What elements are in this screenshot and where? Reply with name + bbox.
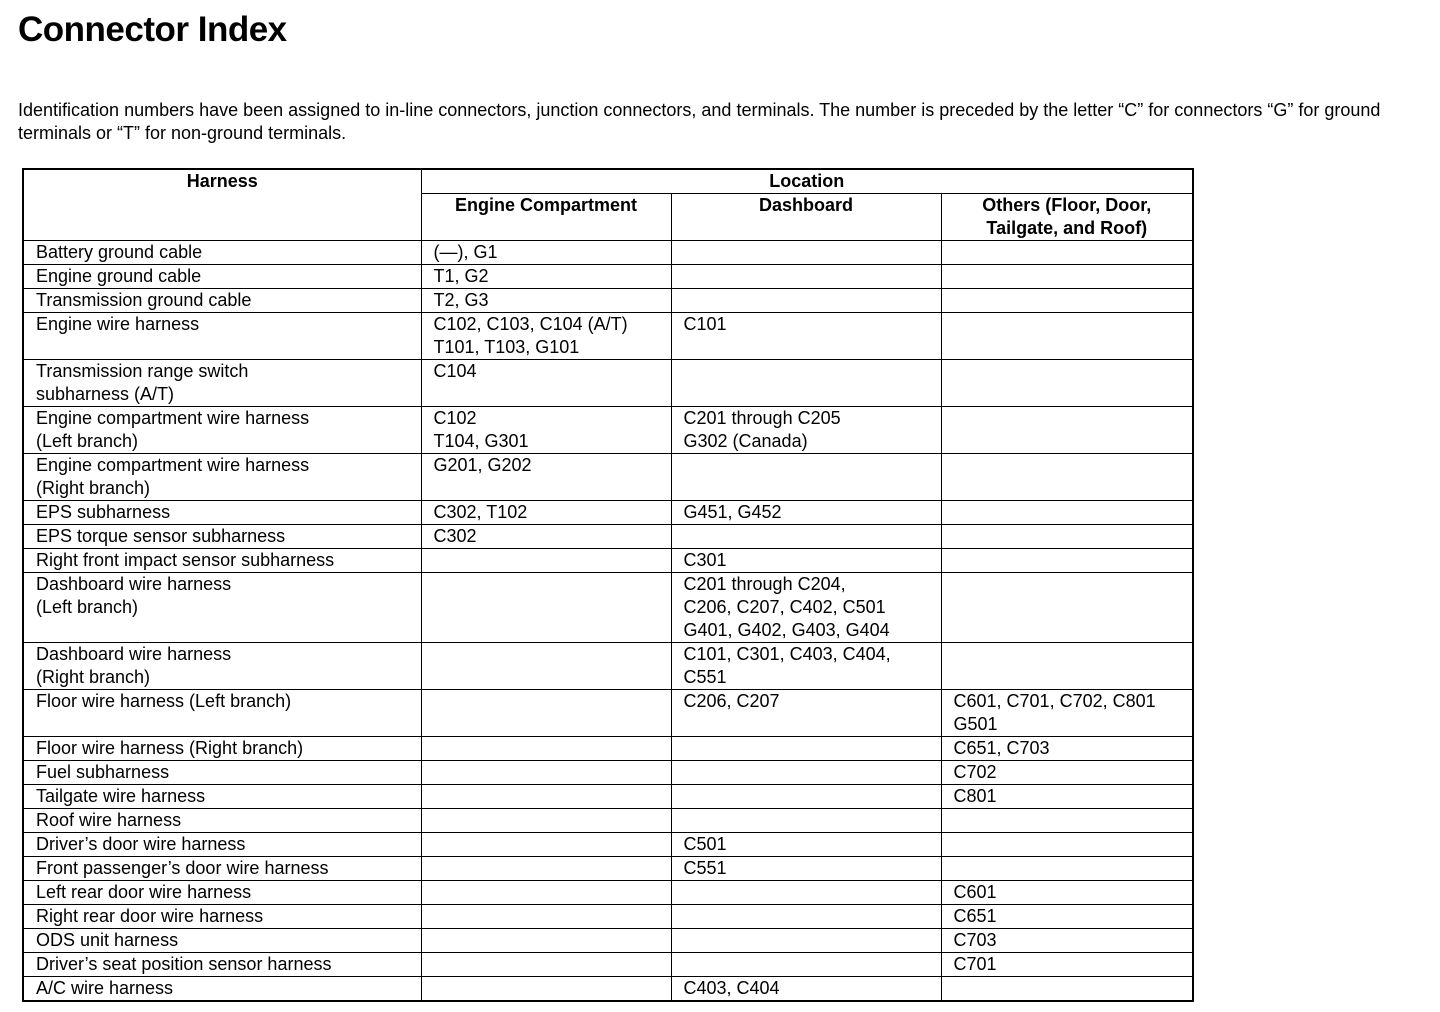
cell-others: C601, C701, C702, C801 G501: [941, 690, 1193, 737]
table-row: [23, 549, 1193, 573]
cell-engine: [421, 761, 671, 785]
cell-others: [941, 525, 1193, 549]
cell-others: [941, 313, 1193, 360]
table-row: [23, 881, 1193, 905]
cell-engine: [421, 905, 671, 929]
intro-paragraph: Identification numbers have been assigned to in-line connectors, junction connectors, and terminals. The number is preceded by the letter “C” for connectors “G” for ground terminals or “T” for non-ground terminals.: [18, 100, 1381, 143]
cell-engine: T1, G2: [421, 265, 671, 289]
header-others: Others (Floor, Door, Tailgate, and Roof): [941, 194, 1193, 241]
cell-engine: [421, 643, 671, 690]
cell-engine: [421, 881, 671, 905]
table-row: [23, 525, 1193, 549]
cell-dashboard: C201 through C204, C206, C207, C402, C501 G401, G402, G403, G404: [671, 573, 941, 643]
header-location: Location: [421, 169, 1193, 194]
cell-dashboard: [671, 241, 941, 265]
cell-dashboard: [671, 905, 941, 929]
cell-dashboard: [671, 265, 941, 289]
cell-harness: EPS subharness: [23, 501, 421, 525]
table-row: [23, 573, 1193, 643]
cell-harness: Transmission range switch subharness (A/T): [23, 360, 421, 407]
table-row: [23, 643, 1193, 690]
cell-harness: Front passenger’s door wire harness: [23, 857, 421, 881]
cell-others: [941, 809, 1193, 833]
cell-others: [941, 549, 1193, 573]
cell-dashboard: C301: [671, 549, 941, 573]
cell-others: [941, 265, 1193, 289]
cell-harness: Driver’s door wire harness: [23, 833, 421, 857]
cell-harness: Floor wire harness (Right branch): [23, 737, 421, 761]
table-row: [23, 360, 1193, 407]
cell-engine: [421, 785, 671, 809]
cell-others: C651: [941, 905, 1193, 929]
table-row: [23, 737, 1193, 761]
cell-harness: EPS torque sensor subharness: [23, 525, 421, 549]
cell-others: [941, 643, 1193, 690]
cell-engine: C104: [421, 360, 671, 407]
cell-engine: [421, 833, 671, 857]
header-harness: Harness: [23, 169, 421, 241]
cell-others: [941, 360, 1193, 407]
cell-harness: Engine ground cable: [23, 265, 421, 289]
cell-engine: [421, 690, 671, 737]
table-row: [23, 953, 1193, 977]
table-row: [23, 761, 1193, 785]
cell-engine: [421, 809, 671, 833]
cell-others: [941, 454, 1193, 501]
header-dashboard: Dashboard: [671, 194, 941, 241]
cell-others: [941, 289, 1193, 313]
table-row: [23, 313, 1193, 360]
cell-harness: Engine compartment wire harness (Right branch): [23, 454, 421, 501]
cell-dashboard: [671, 289, 941, 313]
cell-harness: ODS unit harness: [23, 929, 421, 953]
cell-dashboard: C551: [671, 857, 941, 881]
cell-others: C703: [941, 929, 1193, 953]
cell-dashboard: C101, C301, C403, C404, C551: [671, 643, 941, 690]
cell-dashboard: [671, 953, 941, 977]
cell-harness: Dashboard wire harness (Right branch): [23, 643, 421, 690]
cell-others: [941, 977, 1193, 1002]
cell-dashboard: [671, 761, 941, 785]
cell-others: [941, 833, 1193, 857]
cell-others: C801: [941, 785, 1193, 809]
cell-engine: [421, 953, 671, 977]
cell-dashboard: [671, 881, 941, 905]
cell-harness: Roof wire harness: [23, 809, 421, 833]
cell-dashboard: [671, 737, 941, 761]
cell-dashboard: [671, 360, 941, 407]
cell-others: C601: [941, 881, 1193, 905]
cell-others: [941, 407, 1193, 454]
table-row: [23, 929, 1193, 953]
table-row: [23, 241, 1193, 265]
cell-harness: Right rear door wire harness: [23, 905, 421, 929]
table-row: [23, 265, 1193, 289]
table-row: [23, 407, 1193, 454]
cell-dashboard: C206, C207: [671, 690, 941, 737]
cell-engine: C102, C103, C104 (A/T) T101, T103, G101: [421, 313, 671, 360]
cell-others: [941, 241, 1193, 265]
cell-dashboard: C403, C404: [671, 977, 941, 1002]
table-row: [23, 289, 1193, 313]
cell-harness: Dashboard wire harness (Left branch): [23, 573, 421, 643]
cell-engine: [421, 857, 671, 881]
cell-others: C702: [941, 761, 1193, 785]
table-row: [23, 785, 1193, 809]
cell-harness: Fuel subharness: [23, 761, 421, 785]
cell-dashboard: [671, 525, 941, 549]
cell-others: C701: [941, 953, 1193, 977]
cell-harness: Right front impact sensor subharness: [23, 549, 421, 573]
cell-engine: G201, G202: [421, 454, 671, 501]
cell-engine: C302: [421, 525, 671, 549]
cell-harness: Floor wire harness (Left branch): [23, 690, 421, 737]
cell-dashboard: [671, 785, 941, 809]
cell-engine: (—), G1: [421, 241, 671, 265]
cell-engine: T2, G3: [421, 289, 671, 313]
cell-harness: Left rear door wire harness: [23, 881, 421, 905]
cell-dashboard: [671, 454, 941, 501]
cell-harness: A/C wire harness: [23, 977, 421, 1002]
cell-engine: [421, 977, 671, 1002]
cell-harness: Engine wire harness: [23, 313, 421, 360]
cell-dashboard: G451, G452: [671, 501, 941, 525]
cell-engine: [421, 549, 671, 573]
cell-others: [941, 501, 1193, 525]
table-row: [23, 809, 1193, 833]
table-row: [23, 905, 1193, 929]
cell-harness: Battery ground cable: [23, 241, 421, 265]
cell-harness: Driver’s seat position sensor harness: [23, 953, 421, 977]
cell-engine: [421, 929, 671, 953]
page-title: Connector Index: [18, 10, 287, 49]
table-row: [23, 501, 1193, 525]
cell-harness: Transmission ground cable: [23, 289, 421, 313]
cell-engine: [421, 573, 671, 643]
cell-others: [941, 573, 1193, 643]
table-row: [23, 454, 1193, 501]
cell-others: C651, C703: [941, 737, 1193, 761]
cell-dashboard: C201 through C205 G302 (Canada): [671, 407, 941, 454]
cell-dashboard: [671, 809, 941, 833]
header-engine-compartment: Engine Compartment: [421, 194, 671, 241]
table-row: [23, 977, 1193, 1002]
table-row: [23, 690, 1193, 737]
cell-dashboard: [671, 929, 941, 953]
cell-dashboard: C101: [671, 313, 941, 360]
cell-engine: C102 T104, G301: [421, 407, 671, 454]
table-row: [23, 833, 1193, 857]
cell-dashboard: C501: [671, 833, 941, 857]
connector-index-table: [22, 168, 1194, 1002]
table-row: [23, 857, 1193, 881]
cell-harness: Engine compartment wire harness (Left branch): [23, 407, 421, 454]
cell-engine: C302, T102: [421, 501, 671, 525]
cell-harness: Tailgate wire harness: [23, 785, 421, 809]
cell-engine: [421, 737, 671, 761]
cell-others: [941, 857, 1193, 881]
